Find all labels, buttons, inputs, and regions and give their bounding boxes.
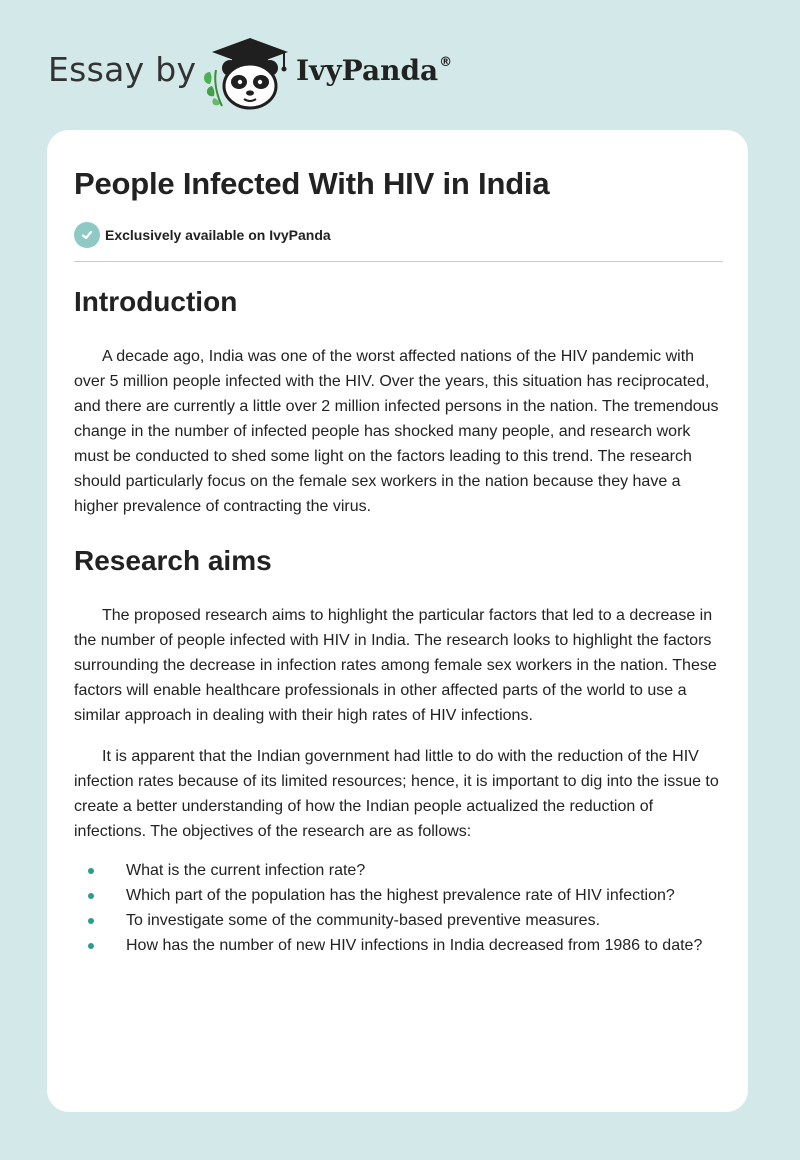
brand-name: IvyPanda xyxy=(296,54,439,87)
section-heading-introduction: Introduction xyxy=(74,286,238,317)
objectives-list xyxy=(74,858,726,958)
list-item: How has the number of new HIV infections in India decreased from 1986 to date? xyxy=(74,933,726,958)
panda-graduate-icon[interactable] xyxy=(198,36,294,110)
research-aims-paragraph-2: It is apparent that the Indian government had little to do with the reduction of the HIV infection rates because of its limited resources; hence, it is important to dig into the issue to create a better understanding of how the Indian people actualized the reduction of infections. The objectives of the research are as follows: xyxy=(74,748,719,840)
list-item: What is the current infection rate? xyxy=(74,858,726,883)
research-aims-paragraph-1: The proposed research aims to highlight the particular factors that led to a decrease in the number of people infected with HIV in India. The research looks to highlight the factors surrounding the decrease in infection rates among female sex workers in the nation. These factors will enable healthcare professionals in other affected parts of the world to use a similar approach in dealing with their high rates of HIV infections. xyxy=(74,607,717,724)
list-item: Which part of the population has the highest prevalence rate of HIV infection? xyxy=(74,883,726,908)
list-item: To investigate some of the community-based preventive measures. xyxy=(74,908,726,933)
brand-logo-text[interactable] xyxy=(296,54,452,87)
check-circle-icon xyxy=(74,222,100,248)
title-divider xyxy=(74,261,723,262)
registered-mark: ® xyxy=(439,54,453,70)
exclusive-badge xyxy=(74,221,331,249)
essay-by-label: Essay by xyxy=(48,50,197,89)
introduction-paragraph: A decade ago, India was one of the worst affected nations of the HIV pandemic with over 5 million people infected with the HIV. Over the years, this situation has reciprocated, and there are currently a little over 2 million infected persons in the nation. The tremendous change in the number of infected people has shocked many people, and research work must be conducted to shed some light on the factors leading to this trend. The research should particularly focus on the female sex workers in the nation because they have a higher prevalence of contracting the virus. xyxy=(74,348,719,515)
section-heading-research-aims: Research aims xyxy=(74,545,272,576)
essay-card xyxy=(47,130,748,1112)
exclusive-badge-text: Exclusively available on IvyPanda xyxy=(105,227,331,243)
essay-body xyxy=(74,280,726,958)
site-header xyxy=(0,0,800,130)
page-title: People Infected With HIV in India xyxy=(74,166,550,201)
